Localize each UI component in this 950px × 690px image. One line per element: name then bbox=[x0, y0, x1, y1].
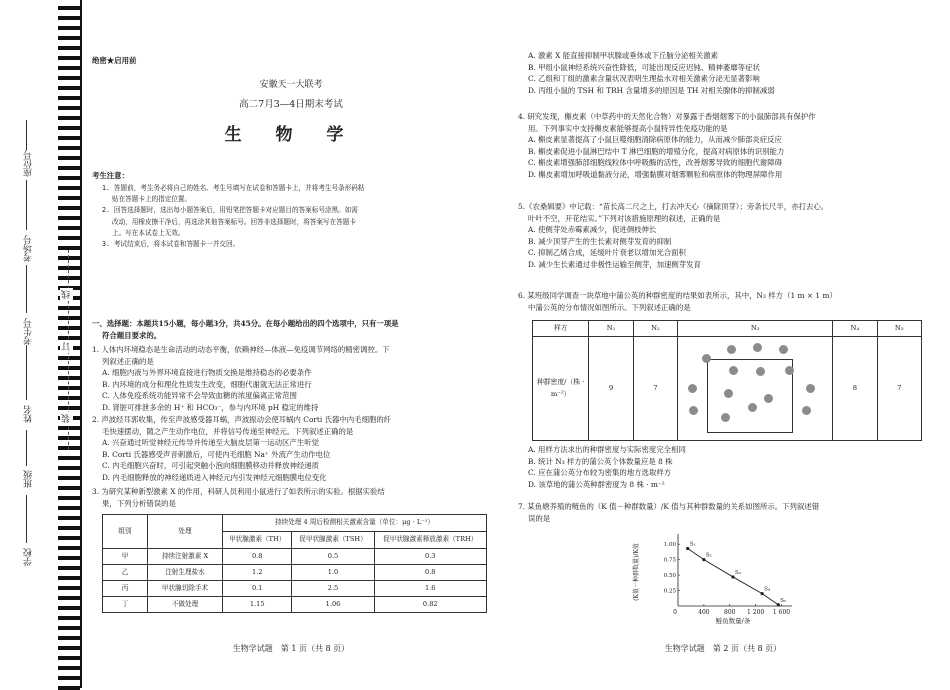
notice-block bbox=[102, 183, 490, 250]
option-c: C. 抑制乙烯合成，延缓叶片衰老以增加光合面积 bbox=[528, 248, 686, 258]
notice-line: 贴在答题卡上的指定位置。 bbox=[112, 195, 192, 204]
candidate-number-field bbox=[26, 265, 27, 313]
table-cell: 0.1 bbox=[223, 581, 292, 597]
table-cell: 0.82 bbox=[374, 597, 486, 613]
confidential-mark: 绝密★启用前 bbox=[92, 56, 137, 65]
option-b: B. 内环境的成分和理化性质发生改变，细胞代谢就无法正常进行 bbox=[102, 379, 312, 389]
x-tick-label: 400 bbox=[698, 609, 710, 616]
stripe bbox=[58, 676, 80, 680]
question-stem: 4. 研究发现，槲皮素（中草药中的天然化合物）对暴露于香烟烟雾下的小鼠肺部具有保护作 bbox=[518, 112, 816, 121]
table-header: N₄ bbox=[833, 321, 877, 337]
stripe bbox=[58, 486, 80, 490]
dandelion-dot bbox=[689, 406, 698, 415]
table-cell: 0.3 bbox=[374, 549, 486, 565]
stripe bbox=[58, 256, 80, 260]
option-b: B. 甲组小鼠神经系统兴奋性降低，可能出现反应迟钝、精神萎靡等症状 bbox=[528, 62, 760, 72]
dandelion-dot bbox=[724, 389, 733, 398]
dandelion-dot bbox=[727, 345, 736, 354]
stripe bbox=[58, 586, 80, 590]
dandelion-dot bbox=[806, 384, 815, 393]
stripe bbox=[58, 176, 80, 180]
stripe bbox=[58, 116, 80, 120]
table-row bbox=[103, 581, 487, 597]
option-a: A. 细胞内液与外界环境直接进行物质交换是维持稳态的必要条件 bbox=[102, 368, 312, 378]
table-cell: 甲 bbox=[103, 549, 148, 565]
question-6 bbox=[518, 290, 928, 313]
stripe bbox=[58, 216, 80, 220]
stripe bbox=[58, 456, 80, 460]
dandelion-dot bbox=[753, 343, 762, 352]
table-cell: 注射生理盐水 bbox=[148, 565, 223, 581]
stripe bbox=[58, 626, 80, 630]
quadrat-frame bbox=[707, 359, 793, 433]
subject-title: 生 物 学 bbox=[224, 125, 358, 145]
table-header: 甲状腺激素（TH） bbox=[223, 532, 292, 549]
y-axis-label: (K值－种群数量)/K值 bbox=[633, 543, 640, 601]
table-cell: 持续注射激素 X bbox=[148, 549, 223, 565]
exam-date-title: 高二7月3—4日期末考试 bbox=[239, 99, 343, 110]
stripe bbox=[58, 556, 80, 560]
stripe bbox=[58, 146, 80, 150]
option-a: A. 槲皮素显著提高了小鼠巨噬细胞清除病原体的能力，从而减少肺部炎症反应 bbox=[528, 135, 782, 145]
table-row bbox=[103, 565, 487, 581]
dandelion-dot bbox=[729, 366, 738, 375]
stripe bbox=[58, 546, 80, 550]
option-a: A. 激素 X 能直接抑制甲状腺或垂体或下丘脑分泌相关激素 bbox=[528, 51, 718, 60]
data-point-label: S₃ bbox=[735, 569, 741, 576]
stripe bbox=[58, 686, 80, 690]
option-a: A. 用样方法求出的种群密度与实际密度完全相同 bbox=[528, 445, 686, 454]
option-d: D. 内毛细胞释放的神经递质进入神经元内引发神经元细胞膜电位变化 bbox=[102, 472, 327, 482]
question-stem: 2. 声波经耳郭收集，传至声波感受器耳蜗，声波振动会使耳蜗内 Corti 氏器中内毛细胞的纤 bbox=[92, 415, 392, 424]
table-cell: 0.5 bbox=[292, 549, 374, 565]
stripe bbox=[58, 96, 80, 100]
table-cell: 1.06 bbox=[292, 597, 374, 613]
exam-room-field bbox=[26, 180, 27, 230]
option-b: B. 槲皮素促进小鼠淋巴结中 T 淋巴细胞的增殖分化，提高对病原体的识别能力 bbox=[528, 146, 785, 156]
notice-line: 1. 答题前，考生务必将自己的姓名、考生号填写在试卷和答题卡上，并将考生号条形码粘 bbox=[102, 184, 365, 192]
question-6-options bbox=[518, 444, 928, 490]
table-header: 组别 bbox=[103, 515, 148, 549]
dandelion-dot bbox=[702, 354, 711, 363]
option-d: D. 丙组小鼠的 TSH 和 TRH 含量增多的原因是 TH 对相关腺体的抑制减弱 bbox=[528, 85, 775, 95]
stripe bbox=[58, 636, 80, 640]
chart-axes bbox=[632, 534, 792, 625]
stripe bbox=[58, 76, 80, 80]
seat-number-label: 座位号 bbox=[24, 150, 34, 177]
question-stem: 6. 某班级同学调查一块草地中蒲公英的种群密度的结果如表所示，其中，N₃ 样方（1 m × 1 m） bbox=[518, 291, 837, 300]
stripe bbox=[58, 496, 80, 500]
table-cell: 0.8 bbox=[374, 565, 486, 581]
table-cell: 丁 bbox=[103, 597, 148, 613]
page-one bbox=[92, 0, 490, 688]
stripe bbox=[58, 506, 80, 510]
table-cell: 7 bbox=[877, 337, 921, 441]
notice-heading: 考生注意： bbox=[92, 171, 129, 180]
question-stem: 5.《农桑辑要》中记载：“苗长高二尺之上，打去冲天心（摘除顶芽）；旁条长尺半，亦打去心。 bbox=[518, 202, 829, 211]
stripe bbox=[58, 426, 80, 430]
option-a: A. 兴奋通过听觉神经元传导并传递至大脑皮层第一运动区产生听觉 bbox=[102, 438, 319, 448]
stripe bbox=[58, 266, 80, 270]
dandelion-dot bbox=[779, 345, 788, 354]
dandelion-dot bbox=[756, 367, 765, 376]
table-row bbox=[103, 549, 487, 565]
stripe bbox=[58, 86, 80, 90]
stripe bbox=[58, 6, 80, 10]
stripe bbox=[58, 226, 80, 230]
x-tick-label: 800 bbox=[724, 609, 736, 616]
question-stem: 误的是 bbox=[528, 513, 551, 523]
data-point-label: S₂ bbox=[705, 552, 712, 559]
stripe bbox=[58, 516, 80, 520]
table-cell: 1.0 bbox=[292, 565, 374, 581]
table-header: N₅ bbox=[877, 321, 921, 337]
stripe bbox=[58, 526, 80, 530]
option-c: C. 应在蒲公英分布较为密集的地方选取样方 bbox=[528, 468, 672, 478]
stripe bbox=[58, 666, 80, 670]
quadrat-figure bbox=[680, 339, 830, 439]
option-d: D. 槲皮素增加呼吸道黏液分泌，增强黏膜对烟雾颗粒和病原体的物理屏障作用 bbox=[528, 169, 783, 179]
notice-line: 3. 考试结束后，将本试卷和答题卡一并交回。 bbox=[102, 240, 240, 249]
name-field bbox=[26, 345, 27, 400]
exam-room-label: 考场号 bbox=[24, 235, 34, 262]
stripe bbox=[58, 26, 80, 30]
dandelion-dot bbox=[764, 394, 773, 403]
dandelion-dot bbox=[688, 384, 697, 393]
candidate-number-label: 考生号 bbox=[24, 318, 34, 345]
section-heading bbox=[92, 318, 490, 341]
binding-mark-bind: 装 bbox=[62, 414, 72, 423]
question-4 bbox=[518, 111, 928, 181]
question-stem: 中蒲公英的分布情况如图所示。下列叙述正确的是 bbox=[528, 302, 691, 312]
question-5 bbox=[518, 201, 928, 271]
table-header: 促甲状腺激素释放激素（TRH） bbox=[374, 532, 486, 549]
data-point-label: S₁ bbox=[689, 541, 696, 548]
option-c: C. 人体免疫系统功能异常不会导致血糖的浓度偏离正常范围 bbox=[102, 391, 297, 401]
section-line: 符合题目要求的。 bbox=[102, 330, 162, 340]
table-cell: 9 bbox=[589, 337, 633, 441]
chart-marks bbox=[686, 542, 786, 607]
stripe bbox=[58, 376, 80, 380]
y-tick-label: 0.25 bbox=[663, 588, 676, 595]
stripe bbox=[58, 596, 80, 600]
quadrat-table bbox=[532, 320, 922, 441]
stripe bbox=[58, 166, 80, 170]
stripe bbox=[58, 36, 80, 40]
table-cell: 8 bbox=[833, 337, 877, 441]
option-c: C. 槲皮素增强肺部细胞线粒体中呼吸酶的活性，改善烟雾导致的细胞代谢障碍 bbox=[528, 158, 782, 168]
option-d: D. 肾脏可排泄多余的 H⁺ 和 HCO₃⁻，参与内环境 pH 稳定的维持 bbox=[102, 402, 319, 412]
table-row bbox=[533, 337, 922, 441]
notice-line: 上。写在本试卷上无效。 bbox=[112, 228, 185, 237]
stripe bbox=[58, 366, 80, 370]
class-field bbox=[26, 430, 27, 466]
y-tick-label: 0.75 bbox=[663, 557, 676, 564]
table-row bbox=[103, 597, 487, 613]
option-a: A. 使侧芽处赤霉素减少，促进侧枝伸长 bbox=[528, 225, 657, 235]
option-d: D. 该草地的蒲公英种群密度为 8 株 · m⁻² bbox=[528, 479, 665, 489]
question-stem: 3. 为研究某种新型激素 X 的作用，科研人员利用小鼠进行了如表所示的实验。根据实验结 bbox=[92, 487, 385, 496]
stripe bbox=[58, 446, 80, 450]
stripe bbox=[58, 326, 80, 330]
notice-line: 改动，用橡皮擦干净后，再选涂其他答案标号。回答非选择题时，将答案写在答题卡 bbox=[112, 217, 356, 226]
stripe bbox=[58, 656, 80, 660]
notice-line: 2. 回答选择题时，选出每小题答案后，用铅笔把答题卡对应题目的答案标号涂黑。如需 bbox=[102, 206, 358, 215]
stripe bbox=[58, 646, 80, 650]
table-cell: 7 bbox=[633, 337, 677, 441]
table-cell: 1.6 bbox=[374, 581, 486, 597]
stripe bbox=[58, 536, 80, 540]
school-field bbox=[26, 495, 27, 543]
stripe bbox=[58, 606, 80, 610]
question-3 bbox=[92, 486, 490, 509]
question-stem: 果，下列分析错误的是 bbox=[102, 498, 176, 508]
stripe bbox=[58, 106, 80, 110]
table-header: 持续处理 4 周后检测相关激素含量（单位：μg · L⁻¹） bbox=[223, 515, 487, 532]
dandelion-dot bbox=[721, 413, 730, 422]
exam-union-title: 安徽天一大联考 bbox=[259, 80, 323, 90]
stripe bbox=[58, 196, 80, 200]
data-point-label: S₅ bbox=[780, 597, 787, 604]
table-header: 处理 bbox=[148, 515, 223, 549]
stripe bbox=[58, 276, 80, 280]
y-tick-label: 0.50 bbox=[663, 573, 676, 580]
page-two bbox=[518, 0, 928, 688]
stripe bbox=[58, 436, 80, 440]
table-cell: 1.15 bbox=[223, 597, 292, 613]
question-3-options bbox=[518, 50, 928, 96]
binding-mark-order: 订 bbox=[62, 342, 72, 351]
question-7 bbox=[518, 501, 928, 524]
stripe bbox=[58, 576, 80, 580]
table-cell: 不做处理 bbox=[148, 597, 223, 613]
stripe bbox=[58, 46, 80, 50]
stripe bbox=[58, 316, 80, 320]
table-header: N₂ bbox=[633, 321, 677, 337]
question-stem: 7. 某鱼塘养殖的鲢鱼的（K 值－种群数量）/K 值与其种群数量的关系如图所示。下列叙述错 bbox=[518, 502, 820, 511]
stripe bbox=[58, 616, 80, 620]
stripe bbox=[58, 476, 80, 480]
dandelion-dot bbox=[748, 403, 757, 412]
hormone-table bbox=[102, 514, 487, 613]
table-cell: 种群密度/（株 · m⁻²） bbox=[533, 337, 589, 441]
binding-mark-line: 线 bbox=[62, 290, 72, 299]
table-cell: 2.5 bbox=[292, 581, 374, 597]
y-tick-label: 1.00 bbox=[663, 542, 676, 549]
option-d: D. 减少生长素通过非极性运输至侧芽，加速侧芽发育 bbox=[528, 259, 701, 269]
stripe bbox=[58, 386, 80, 390]
school-label: 学校 bbox=[24, 548, 34, 566]
option-b: B. 统计 N₃ 样方的蒲公英个体数量应是 8 株 bbox=[528, 456, 673, 466]
stripe bbox=[58, 306, 80, 310]
stripe bbox=[58, 356, 80, 360]
x-tick-label: 1 600 bbox=[772, 609, 791, 616]
question-stem: 列叙述正确的是 bbox=[102, 356, 154, 366]
class-label: 班级 bbox=[24, 470, 34, 488]
table-cell: 0.8 bbox=[223, 549, 292, 565]
table-header: N₁ bbox=[589, 321, 633, 337]
section-line: 一、选择题：本题共15小题，每小题3分，共45分。在每小题给出的四个选项中，只有一项是 bbox=[92, 319, 399, 328]
binding-gutter bbox=[0, 0, 88, 688]
option-b: B. Corti 氏器感受声音刺激后，可使内毛细胞 Na⁺ 外流产生动作电位 bbox=[102, 449, 331, 459]
question-1 bbox=[92, 344, 490, 414]
table-cell: 甲状腺切除手术 bbox=[148, 581, 223, 597]
table-header: 促甲状腺激素（TSH） bbox=[292, 532, 374, 549]
quadrat-figure-cell bbox=[678, 337, 833, 441]
table-cell: 1.2 bbox=[223, 565, 292, 581]
question-stem: 叶叶不空，开花结实。”下列对该措施原理的叙述，正确的是 bbox=[528, 213, 721, 223]
stripe bbox=[58, 236, 80, 240]
seat-number-field bbox=[26, 120, 27, 150]
stripe bbox=[58, 396, 80, 400]
question-stem: 用。下列事实中支持槲皮素能够提高小鼠特异性免疫功能的是 bbox=[528, 123, 728, 133]
fish-population-chart bbox=[628, 528, 798, 628]
data-point-label: S₄ bbox=[764, 586, 771, 593]
x-tick-label: 1 200 bbox=[747, 609, 765, 616]
table-cell: 乙 bbox=[103, 565, 148, 581]
name-label: 姓名 bbox=[24, 405, 34, 423]
option-b: B. 减少顶芽产生的生长素对侧芽发育的抑制 bbox=[528, 236, 672, 246]
dandelion-dot bbox=[802, 406, 811, 415]
dandelion-dot bbox=[785, 366, 794, 375]
x-axis-label: 鲢鱼数量/条 bbox=[715, 617, 751, 625]
stripe bbox=[58, 66, 80, 70]
gutter-border-line bbox=[80, 0, 82, 688]
table-cell: 丙 bbox=[103, 581, 148, 597]
origin-label: 0 bbox=[673, 609, 677, 616]
stripe bbox=[58, 566, 80, 570]
stripe bbox=[58, 56, 80, 60]
table-header: N₃ bbox=[678, 321, 833, 337]
page-footer: 生物学试题 第 1 页（共 8 页） bbox=[232, 644, 350, 653]
stripe bbox=[58, 206, 80, 210]
option-c: C. 内毛细胞兴奋时，可引起突触小泡向细胞膜移动并释放神经递质 bbox=[102, 461, 320, 471]
stripe bbox=[58, 16, 80, 20]
stripe bbox=[58, 186, 80, 190]
stripe bbox=[58, 136, 80, 140]
question-2 bbox=[92, 414, 490, 484]
stripe bbox=[58, 246, 80, 250]
page-footer: 生物学试题 第 2 页（共 8 页） bbox=[664, 644, 782, 653]
stripe bbox=[58, 156, 80, 160]
table-header: 样方 bbox=[533, 321, 589, 337]
stripe bbox=[58, 126, 80, 130]
question-stem: 1. 人体内环境稳态是生命活动的动态平衡，依赖神经—体液—免疫调节网络的精密调控。下 bbox=[92, 345, 390, 354]
question-stem: 毛快速摆动，随之产生动作电位，并将信号传递至神经元。下列叙述正确的是 bbox=[102, 426, 354, 436]
option-c: C. 乙组和丁组的激素含量状况表明生理盐水对相关激素分泌无显著影响 bbox=[528, 74, 760, 84]
stripe bbox=[58, 406, 80, 410]
stripe bbox=[58, 466, 80, 470]
